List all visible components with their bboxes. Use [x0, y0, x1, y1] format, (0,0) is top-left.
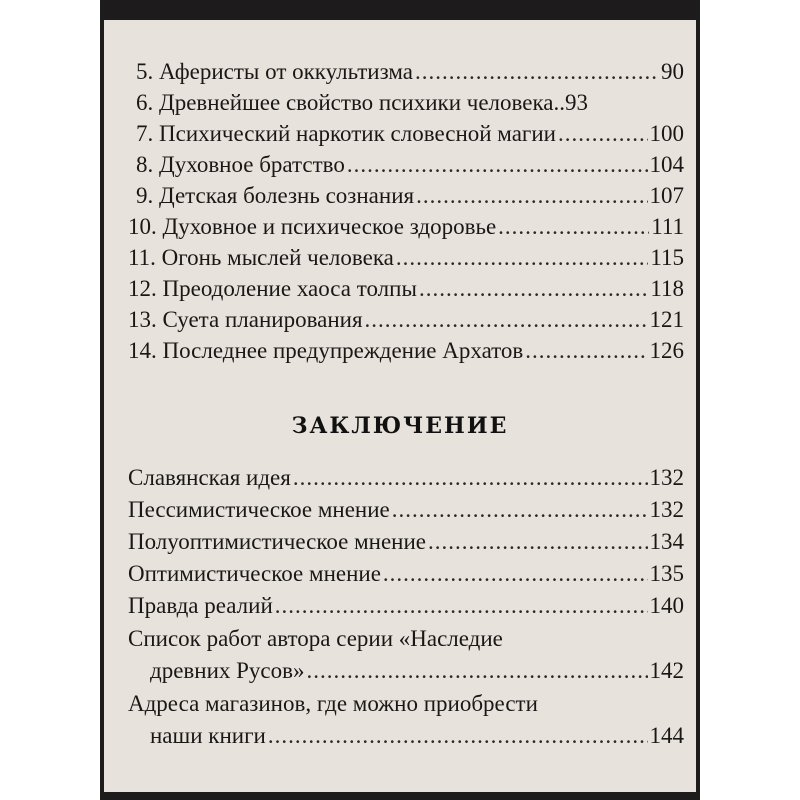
entry-title: 14. Последнее предупреждение Архатов	[128, 338, 524, 363]
entry-page: 111	[651, 214, 684, 239]
entry-title: 7. Психический наркотик словесной магии	[136, 121, 556, 146]
entry-title: 9. Детская болезнь сознания	[136, 183, 415, 208]
toc-entry	[128, 243, 684, 273]
toc-entry	[136, 150, 684, 180]
entry-title: 13. Суета планирования	[128, 307, 363, 332]
entry-page: 104	[649, 152, 684, 177]
entry-title: Славянская идея	[128, 465, 291, 490]
entry-page: 142	[649, 658, 684, 683]
entry-page: 121	[649, 307, 684, 332]
dot-leader	[498, 212, 649, 242]
entry-title: Правда реалий	[128, 593, 273, 618]
toc-entry	[150, 656, 684, 686]
dot-leader	[347, 150, 648, 180]
entry-title-line1: Список работ автора серии «Наследие	[128, 626, 503, 651]
entry-page: 107	[649, 183, 684, 208]
entry-title: 6. Древнейшее свойство психики человека..	[136, 90, 565, 115]
entry-page: 132	[649, 497, 684, 522]
dot-leader	[415, 57, 659, 87]
section-heading: ЗАКЛЮЧЕНИЕ	[291, 413, 509, 439]
entry-title: 12. Преодоление хаоса толпы	[128, 276, 417, 301]
entry-page: 93	[564, 90, 588, 115]
toc-entry	[128, 336, 684, 366]
toc-entry	[136, 119, 684, 149]
dot-leader	[416, 181, 647, 211]
entry-title: 10. Духовное и психическое здоровье	[128, 214, 497, 239]
toc-entry	[128, 591, 684, 621]
toc-entry	[136, 181, 684, 211]
dot-leader	[419, 274, 648, 304]
entry-title: 11. Огонь мыслей человека	[128, 245, 394, 270]
entry-page: 115	[650, 245, 684, 270]
entry-page: 134	[649, 529, 684, 554]
table-of-contents	[104, 20, 696, 792]
toc-entry	[150, 721, 684, 751]
dot-leader	[558, 119, 648, 149]
toc-entry	[128, 212, 684, 242]
entry-title: Полуоптимистическое мнение	[128, 529, 427, 554]
entry-title: 8. Духовное братство	[136, 152, 345, 177]
entry-title: Оптимистическое мнение	[128, 561, 381, 586]
dot-leader	[392, 495, 648, 525]
toc-entry	[128, 305, 684, 335]
toc-entry	[136, 88, 684, 118]
dot-leader	[293, 463, 648, 493]
dot-leader	[268, 721, 648, 751]
book-page	[104, 20, 696, 792]
entry-title-line2: наши книги	[150, 723, 266, 748]
entry-title: 5. Аферисты от оккультизма	[136, 59, 413, 84]
toc-entry	[136, 57, 684, 87]
dot-leader	[396, 243, 648, 273]
dot-leader	[275, 591, 648, 621]
entry-title-line1: Адреса магазинов, где можно приобрести	[128, 691, 538, 716]
dot-leader	[428, 527, 647, 557]
entry-page: 135	[649, 561, 684, 586]
entry-title: Пессимистическое мнение	[128, 497, 390, 522]
dot-leader	[365, 305, 648, 335]
toc-entry	[128, 274, 684, 304]
entry-page: 140	[649, 593, 684, 618]
entry-page: 132	[649, 465, 684, 490]
entry-page: 100	[649, 121, 684, 146]
entry-page: 90	[661, 59, 684, 84]
entry-title-line2: древних Русов»	[150, 658, 305, 683]
toc-entry	[128, 463, 684, 493]
entry-page: 126	[649, 338, 684, 363]
entry-page: 118	[650, 276, 684, 301]
dot-leader	[525, 336, 647, 366]
dot-leader	[383, 559, 648, 589]
entry-page: 144	[649, 723, 684, 748]
dot-leader	[307, 656, 648, 686]
toc-entry	[128, 527, 684, 557]
toc-entry	[128, 495, 684, 525]
toc-entry	[128, 559, 684, 589]
